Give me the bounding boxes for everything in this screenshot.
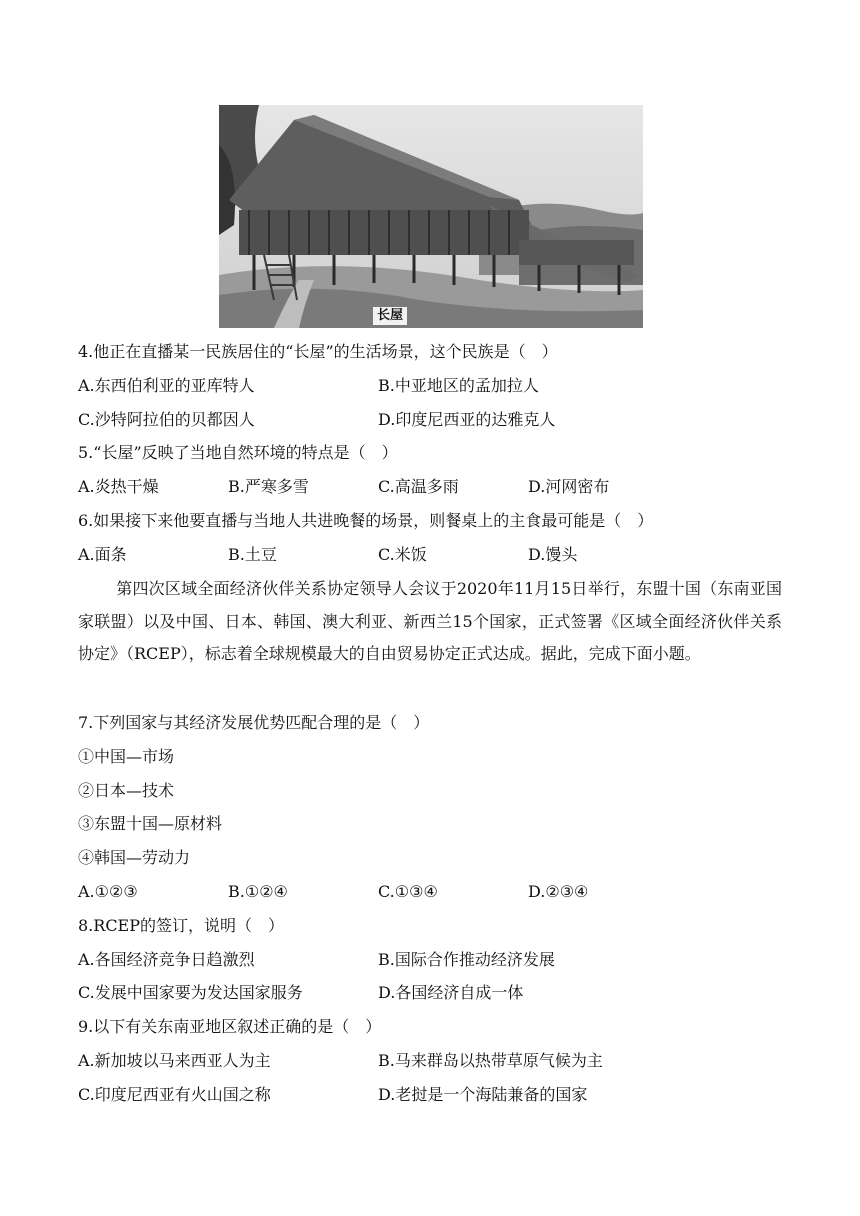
question-9-option-d: D.老挝是一个海陆兼备的国家 xyxy=(378,1085,588,1104)
question-6-option-b: B.土豆 xyxy=(228,545,277,564)
question-5-option-b: B.严寒多雪 xyxy=(228,477,309,496)
question-7-item-3: ③东盟十国—原材料 xyxy=(78,814,223,833)
question-7-item-2: ②日本—技术 xyxy=(78,781,175,800)
question-9-option-c: C.印度尼西亚有火山国之称 xyxy=(78,1085,271,1104)
question-4-stem: 4.他正在直播某一民族居住的“长屋”的生活场景，这个民族是（ ） xyxy=(78,342,558,361)
question-7-item-4: ④韩国—劳动力 xyxy=(78,848,191,867)
longhouse-illustration xyxy=(219,105,643,328)
question-5-stem: 5.“长屋”反映了当地自然环境的特点是（ ） xyxy=(78,443,398,462)
reading-passage-text: 第四次区域全面经济伙伴关系协定领导人会议于2020年11月15日举行，东盟十国（东南亚国家联盟）以及中国、日本、韩国、澳大利亚、新西兰15个国家，正式签署《区域全面经济伙伴关系协定》（RCEP），标志着全球规模最大的自由贸易协定正式达成。据此，完成下面小题。 xyxy=(78,579,782,663)
question-4-option-a: A.东西伯利亚的亚库特人 xyxy=(78,376,255,395)
question-8-stem: 8.RCEP的签订，说明（ ） xyxy=(78,916,285,935)
question-8-option-c: C.发展中国家要为发达国家服务 xyxy=(78,983,303,1002)
question-6-option-a: A.面条 xyxy=(78,545,127,564)
question-7-stem: 7.下列国家与其经济发展优势匹配合理的是（ ） xyxy=(78,713,430,732)
longhouse-photo xyxy=(219,105,643,328)
question-8-option-a: A.各国经济竞争日趋激烈 xyxy=(78,950,255,969)
question-5-option-a: A.炎热干燥 xyxy=(78,477,159,496)
question-4-option-d: D.印度尼西亚的达雅克人 xyxy=(378,410,556,429)
question-4-option-c: C.沙特阿拉伯的贝都因人 xyxy=(78,410,255,429)
question-6-option-c: C.米饭 xyxy=(378,545,427,564)
question-7-option-c: C.①③④ xyxy=(378,882,438,901)
reading-passage xyxy=(78,573,782,671)
question-7-option-d: D.②③④ xyxy=(528,882,589,901)
question-7-option-a: A.①②③ xyxy=(78,882,138,901)
photo-caption: 长屋 xyxy=(373,307,407,325)
question-9-option-b: B.马来群岛以热带草原气候为主 xyxy=(378,1051,603,1070)
question-4-option-b: B.中亚地区的孟加拉人 xyxy=(378,376,539,395)
question-5-option-c: C.高温多雨 xyxy=(378,477,459,496)
question-7-item-1: ①中国—市场 xyxy=(78,747,175,766)
question-8-option-b: B.国际合作推动经济发展 xyxy=(378,950,555,969)
question-8-option-d: D.各国经济自成一体 xyxy=(378,983,524,1002)
question-9-option-a: A.新加坡以马来西亚人为主 xyxy=(78,1051,271,1070)
question-5-option-d: D.河网密布 xyxy=(528,477,610,496)
question-6-option-d: D.馒头 xyxy=(528,545,578,564)
question-7-option-b: B.①②④ xyxy=(228,882,288,901)
question-6-stem: 6.如果接下来他要直播与当地人共进晚餐的场景，则餐桌上的主食最可能是（ ） xyxy=(78,511,654,530)
question-9-stem: 9.以下有关东南亚地区叙述正确的是（ ） xyxy=(78,1017,382,1036)
